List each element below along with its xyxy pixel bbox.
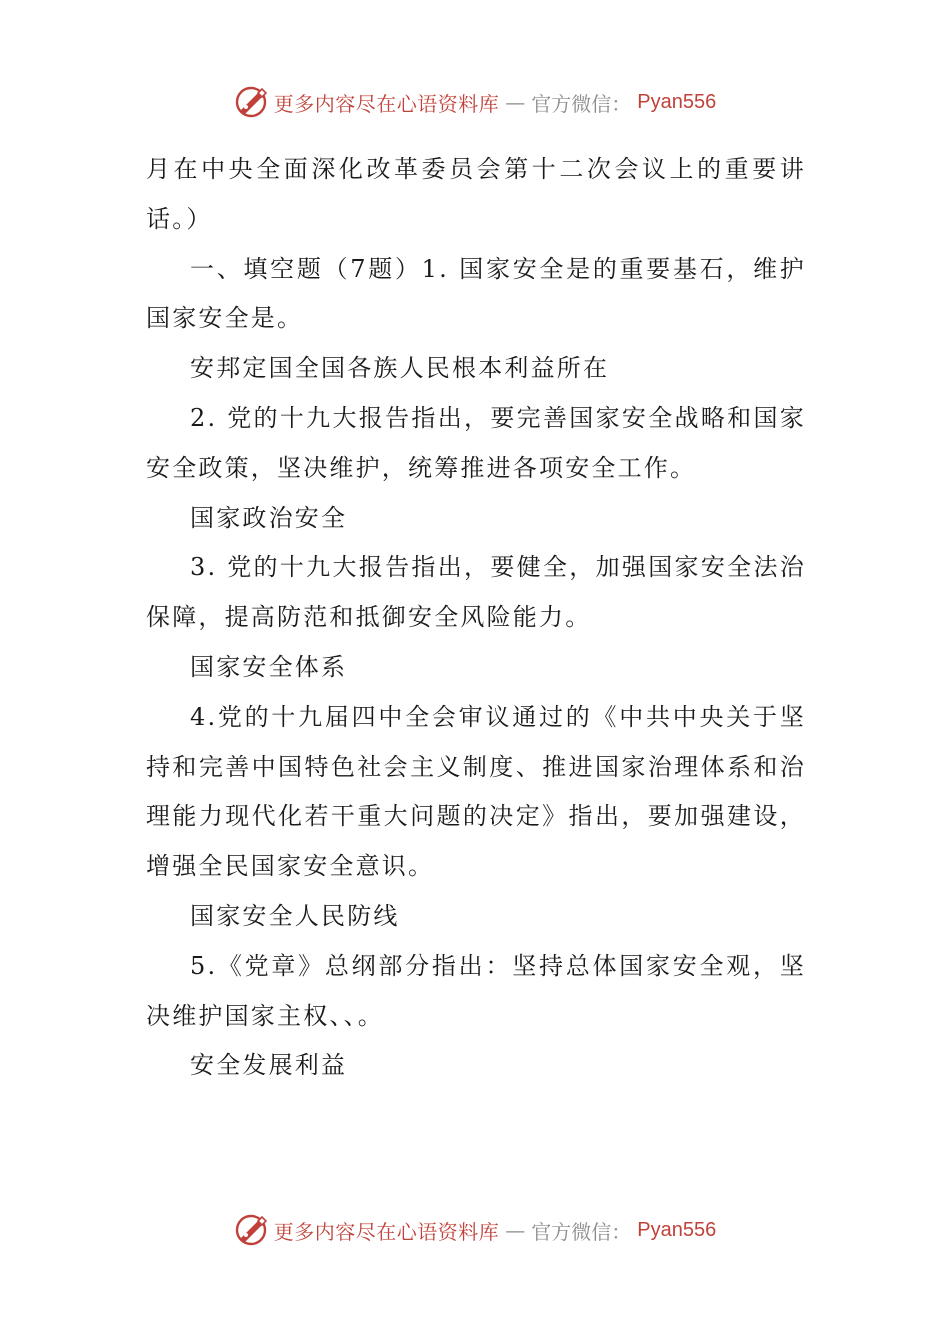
paragraph-answer-2: 国家政治安全 [190, 503, 348, 532]
banner-wechat-id: Pyan556 [637, 1218, 717, 1241]
paragraph-answer-5: 安全发展利益 [190, 1051, 348, 1080]
banner-content [234, 1213, 716, 1247]
paragraph-question-2: 2. 党的十九大报告指出，要完善国家安全战略和国家安全政策，坚决维护，统筹推进各项安全工作。 [146, 403, 806, 482]
pen-circle-logo-icon [234, 85, 268, 119]
footer-banner [0, 1208, 950, 1252]
banner-separator: — [505, 90, 526, 114]
paragraph-question-3: 3. 党的十九大报告指出，要健全，加强国家安全法治保障，提高防范和抵御安全风险能力。 [146, 553, 806, 632]
paragraph-continuation: 月在中央全面深化改革委员会第十二次会议上的重要讲话。） [146, 155, 806, 233]
banner-sub-text: 官方微信： [531, 1219, 632, 1244]
banner-main-text: 更多内容尽在心语资料库 [273, 1219, 500, 1244]
paragraph-answer-4: 国家安全人民防线 [190, 901, 400, 930]
banner-separator: — [505, 1218, 526, 1242]
banner-main-text: 更多内容尽在心语资料库 [273, 91, 500, 116]
paragraph-question-1: 一、填空题（7题）1. 国家安全是的重要基石，维护国家安全是。 [146, 254, 806, 333]
paragraph-question-4: 4.党的十九届四中全会审议通过的《中共中央关于坚持和完善中国特色社会主义制度、推进国家治理体系和治理能力现代化若干重大问题的决定》指出，要加强建设，增强全民国家安全意识。 [146, 702, 806, 881]
paragraph-answer-3: 国家安全体系 [190, 652, 348, 681]
header-banner [0, 80, 950, 124]
banner-wechat-id: Pyan556 [637, 90, 717, 113]
banner-sub-text: 官方微信： [531, 91, 632, 116]
paragraph-question-5: 5.《党章》总纲部分指出：坚持总体国家安全观，坚决维护国家主权、、。 [146, 951, 806, 1030]
banner-content [234, 85, 716, 119]
paragraph-answer-1: 安邦定国全国各族人民根本利益所在 [190, 354, 610, 383]
pen-circle-logo-icon [234, 1213, 268, 1247]
document-body [146, 145, 806, 1091]
